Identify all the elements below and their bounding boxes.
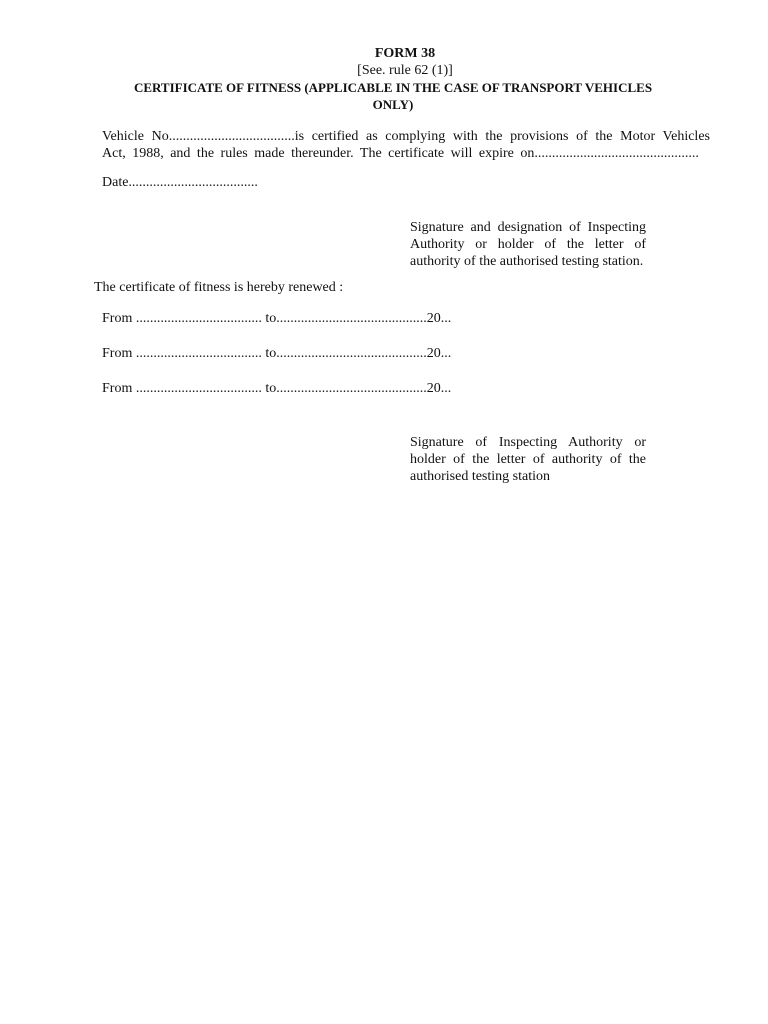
renewal-row (102, 310, 451, 327)
renewal-intro: The certificate of fitness is hereby renewed : (94, 280, 344, 295)
signature-1-line2: Authority or holder of the letter of (410, 237, 646, 252)
signature-block-2 (410, 434, 646, 485)
rule-reference: [See. rule 62 (1)] (357, 63, 453, 78)
form-heading-line1: CERTIFICATE OF FITNESS (APPLICABLE IN THE CASE OF TRANSPORT VEHICLES (133, 80, 653, 95)
renewal-to: to...........................................20... (265, 381, 452, 396)
renewal-row (102, 380, 451, 397)
signature-2-line3: authorised testing station (410, 469, 550, 484)
certificate-line1: Vehicle No....................................is certified as complying with the provisions of the Motor Vehicles (102, 129, 710, 144)
date-line: Date..................................... (102, 175, 258, 190)
signature-1-line1: Signature and designation of Inspecting (410, 220, 646, 235)
renewal-from: From .................................... (102, 346, 262, 361)
renewal-from: From .................................... (102, 311, 262, 326)
form-number: FORM 38 (374, 46, 436, 61)
certificate-paragraph (102, 128, 710, 162)
signature-block-1 (410, 219, 646, 270)
certificate-line2: Act, 1988, and the rules made thereunder. The certificate will expire on............................................... (102, 146, 699, 161)
signature-1-line3: authority of the authorised testing station. (410, 254, 644, 269)
renewal-to: to...........................................20... (265, 346, 452, 361)
signature-2-line2: holder of the letter of authority of the (410, 452, 646, 467)
form-heading (98, 79, 688, 113)
signature-2-line1: Signature of Inspecting Authority or (410, 435, 646, 450)
renewal-to: to...........................................20... (265, 311, 452, 326)
renewal-row (102, 345, 451, 362)
renewal-from: From .................................... (102, 381, 262, 396)
form-heading-line2: ONLY) (372, 97, 414, 112)
